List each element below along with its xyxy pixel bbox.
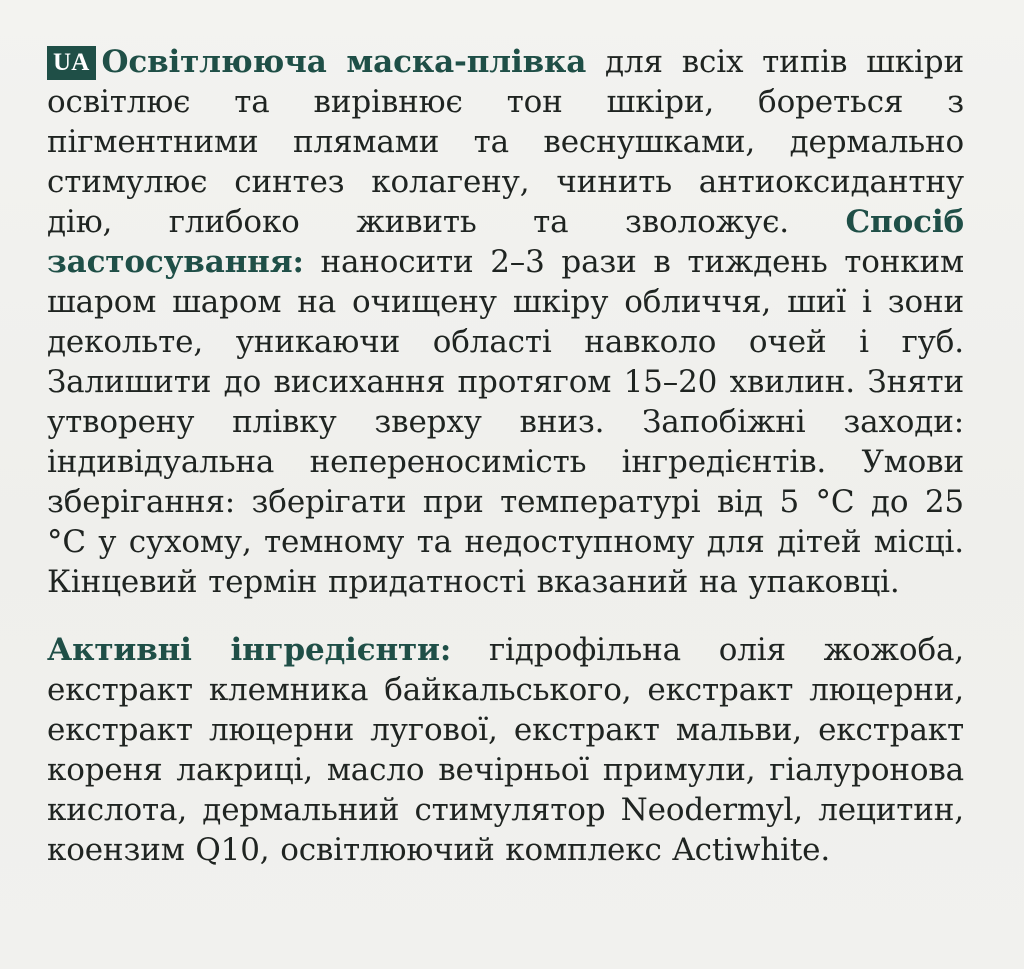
ingredients-heading: Активні інгредієнти: [47, 632, 452, 668]
usage-heading: Спосіб застосування: [47, 204, 964, 280]
ingredients-paragraph [47, 630, 964, 870]
product-description-paragraph [47, 42, 964, 602]
ingredients-text: гідрофільна олія жожоба, екстракт клемника байкальського, екстракт люцерни, екстракт люцерни лугової, екстракт мальви, екстракт кореня лакриці, масло вечірньої примули, гіалуронова кислота, дермальний стимулятор Neodermyl, лецитин, коензим Q10, освітлюючий комплекс Actiwhite. [47, 632, 964, 868]
product-name: Освітлююча маска-плівка [101, 44, 587, 80]
usage-text: наносити 2–3 рази в тиждень тонким шаром шаром на очищену шкіру обличчя, шиї і зони декольте, уникаючи області навколо очей і губ. Залишити до висихання протягом 15–20 хвилин. Зняти утворену плівку зверху вниз. Запобіжні заходи: індивідуальна непереносимість інгредієнтів. Умови зберігання: зберігати при температурі від 5 °С до 25 °С у сухому, темному та недоступному для дітей місці. Кінцевий термін придатності вказаний на упаковці. [47, 244, 964, 600]
language-badge: UA [47, 46, 96, 80]
product-description-text: для всіх типів шкіри освітлює та вирівнює тон шкіри, бореться з пігментними плямами та веснушками, дермально стимулює синтез колагену, чинить антиоксидантну дію, глибоко живить та зволожує. [47, 44, 964, 240]
